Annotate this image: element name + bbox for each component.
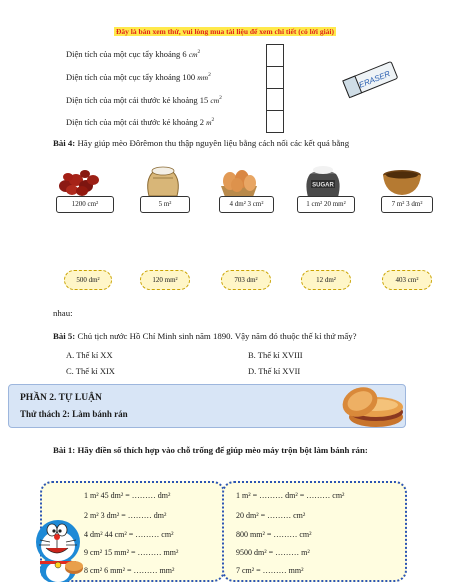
eraser-label: ERASER bbox=[357, 69, 392, 90]
option-c[interactable]: C. Thế kỉ XIX bbox=[66, 366, 115, 376]
fill-item[interactable]: 7 cm² = ……… mm² bbox=[236, 566, 304, 575]
fill-item[interactable]: 2 m² 3 dm² = ……… dm² bbox=[84, 511, 167, 520]
answer-card[interactable]: 4 dm² 3 cm² bbox=[219, 196, 274, 213]
match-oval[interactable]: 403 cm² bbox=[382, 270, 432, 290]
fill-item[interactable]: 4 dm² 44 cm² = ……… cm² bbox=[84, 530, 174, 539]
exercise-4-prompt: Bài 4: Hãy giúp mèo Đôrêmon thu thập nguyên liệu bằng cách nối các kết quả bằng bbox=[53, 138, 350, 148]
fill-item[interactable]: 1 m² = ……… dm² = ……… cm² bbox=[236, 491, 345, 500]
preview-banner: Đây là bản xem thử, vui lòng mua tài liệu để xem chi tiết (có lời giải) bbox=[115, 27, 335, 36]
fill-item[interactable]: 9500 dm² = ……… m² bbox=[236, 548, 310, 557]
estimate-row: Diện tích của một cục tẩy khoảng 100 $mm^2$ bbox=[66, 72, 211, 82]
sugar-label: SUGAR bbox=[312, 182, 334, 189]
exercise-4-tail: nhau: bbox=[53, 308, 73, 318]
estimate-row: Diện tích của một cục tẩy khoảng 6 $cm^2$ bbox=[66, 49, 201, 59]
fill-item[interactable]: 20 dm² = ……… cm² bbox=[236, 511, 306, 520]
option-d[interactable]: D. Thế kỉ XVII bbox=[248, 366, 301, 376]
fill-item[interactable]: 9 cm² 15 mm² = ……… mm² bbox=[84, 548, 179, 557]
eggs-icon bbox=[219, 162, 259, 198]
dorayaki-icon bbox=[336, 380, 406, 430]
answer-card[interactable]: 7 m² 3 dm² bbox=[381, 196, 433, 213]
section-title: PHẦN 2. TỰ LUẬN bbox=[20, 393, 102, 403]
option-b[interactable]: B. Thế kỉ XVIII bbox=[248, 350, 303, 360]
estimate-row: Diện tích của một cái thước kẻ khoảng 2 $m^2$ bbox=[66, 117, 215, 127]
fill-item[interactable]: 1 m² 45 dm² = ……… dm² bbox=[84, 491, 171, 500]
doraemon-icon bbox=[30, 516, 86, 582]
estimate-row: Diện tích của một cái thước kẻ khoảng 15 $cm^2$ bbox=[66, 95, 222, 105]
bowl-icon bbox=[381, 162, 423, 198]
match-oval[interactable]: 500 dm² bbox=[64, 270, 112, 290]
eraser-icon bbox=[338, 57, 400, 101]
answer-box[interactable] bbox=[266, 66, 284, 89]
red-beans-icon bbox=[56, 162, 102, 198]
fill-item[interactable]: 800 mm² = ……… cm² bbox=[236, 530, 312, 539]
answer-box[interactable] bbox=[266, 110, 284, 133]
exercise-1-prompt: Bài 1: Hãy điền số thích hợp vào chỗ trống để giúp mèo máy trộn bột làm bánh rán: bbox=[53, 445, 368, 455]
answer-card[interactable]: 1200 cm² bbox=[56, 196, 114, 213]
sugar-sack-icon bbox=[301, 162, 345, 198]
match-oval[interactable]: 120 mm² bbox=[140, 270, 190, 290]
answer-box[interactable] bbox=[266, 44, 284, 67]
match-oval[interactable]: 12 dm² bbox=[301, 270, 351, 290]
answer-card[interactable]: 1 cm² 20 mm² bbox=[297, 196, 355, 213]
fill-item[interactable]: 8 cm² 6 mm² = ……… mm² bbox=[84, 566, 175, 575]
answer-card[interactable]: 5 m² bbox=[140, 196, 190, 213]
section-subtitle: Thử thách 2: Làm bánh rán bbox=[20, 409, 128, 419]
match-oval[interactable]: 703 dm² bbox=[221, 270, 271, 290]
exercise-5-prompt: Bài 5: Chủ tịch nước Hồ Chí Minh sinh năm 1890. Vậy năm đó thuộc thế kỉ thứ mấy? bbox=[53, 331, 357, 341]
answer-box[interactable] bbox=[266, 88, 284, 111]
flour-sack-icon bbox=[143, 162, 183, 198]
option-a[interactable]: A. Thế kỉ XX bbox=[66, 350, 113, 360]
